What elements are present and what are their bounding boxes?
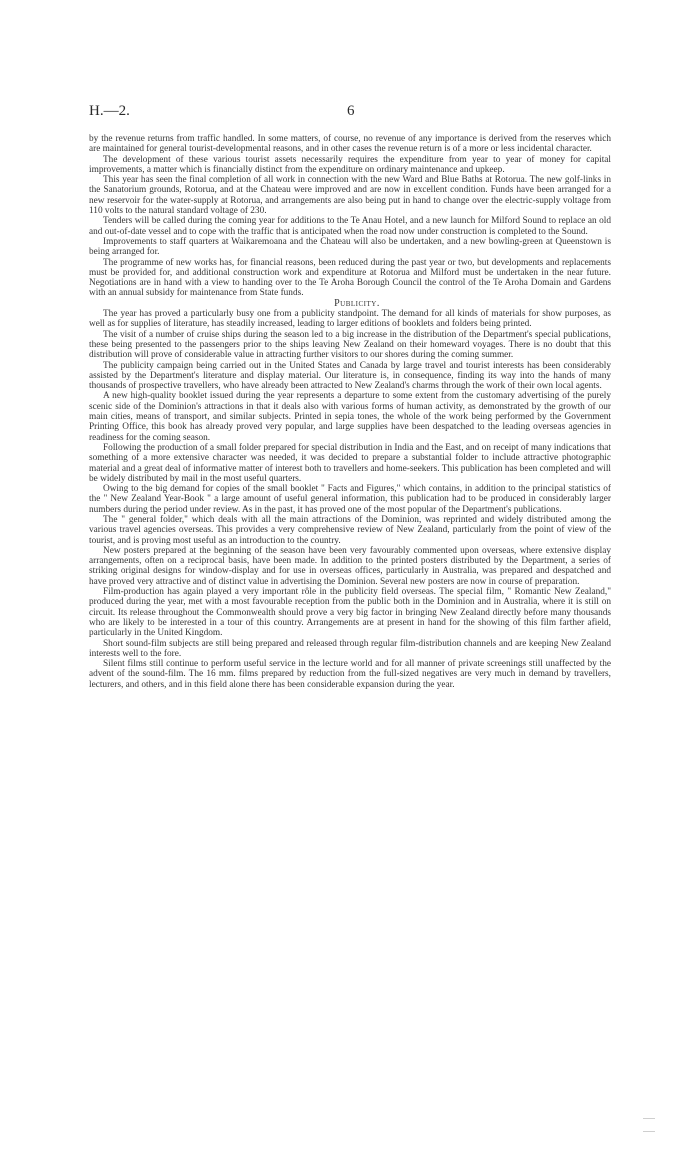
paragraph: Tenders will be called during the coming year for additions to the Te Anau Hotel, and a new launch for Milford Sound to replace an old and out-of-date vessel and to cope with the traffic that is anticipated when the road now under construction is completed to the Sound.: [89, 216, 611, 237]
paragraph: Owing to the big demand for copies of the small booklet " Facts and Figures," which contains, in addition to the principal statistics of the " New Zealand Year-Book " a large amount of useful general information, this publication had to be produced in considerably larger numbers during the period under review. As in the past, it has proved one of the most popular of the Department's publications.: [89, 484, 611, 515]
scan-edge-mark: [643, 1131, 655, 1132]
paragraph: by the revenue returns from traffic handled. In some matters, of course, no revenue of any importance is derived from the reserves which are maintained for general tourist-developmental reasons, and in other cases the revenue return is of a more or less incidental character.: [89, 134, 611, 155]
paragraph: This year has seen the final completion of all work in connection with the new Ward and Blue Baths at Rotorua. The new golf-links in the Sanatorium grounds, Rotorua, and at the Chateau were improved and are now in excellent condition. Funds have been arranged for a new reservoir for the water-supply at Rotorua, and arrangements are also being put in hand to change over the electric-supply voltage from 110 volts to the natural standard voltage of 230.: [89, 175, 611, 217]
paragraph: Following the production of a small folder prepared for special distribution in India and the East, and on receipt of many indications that something of a more extensive character was needed, it was decided to prepare a substantial folder to include attractive photographic material and a great deal of informative matter of interest both to travellers and home-seekers. This publication has been completed and will be widely distributed by mail in the most useful quarters.: [89, 442, 611, 484]
paragraph: The programme of new works has, for financial reasons, been reduced during the past year or two, but developments and replacements must be provided for, and additional construction work and expenditure at Rotorua and Milford must be undertaken in the near future. Negotiations are in hand with a view to handing over to the Te Aroha Borough Council the control of the Te Aroha Domain and Gardens with an annual subsidy for maintenance from State funds.: [89, 257, 611, 299]
paragraph: The " general folder," which deals with all the main attractions of the Dominion, was reprinted and widely distributed among the various travel agencies overseas. This provides a very comprehensive review of New Zealand, particularly from the point of view of the tourist, and is proving most useful as an introduction to the country.: [89, 514, 611, 546]
paragraph: Film-production has again played a very important rôle in the publicity field overseas. The special film, " Romantic New Zealand," produced during the year, met with a most favourable reception from the public both in the Dominion and in Australia, where it is still on circuit. Its release throughout the Commonwealth should prove a very big factor in bringing New Zealand directly before many thousands who are likely to be interested in a tour of this country. Arrangements are at present in hand for the showing of this film farther afield, particularly in the United Kingdom.: [89, 587, 611, 639]
paragraph: A new high-quality booklet issued during the year represents a departure to some extent from the customary advertising of the purely scenic side of the Dominion's attractions in that it deals also with various forms of human activity, as demonstrated by the growth of our main cities, means of transport, and similar subjects. Printed in sepia tones, the whole of the work being performed by the Government Printing Office, this book has already proved very popular, and large supplies have been despatched to the leading overseas agencies in readiness for the coming season.: [89, 391, 611, 443]
section-heading: Publicity.: [334, 297, 380, 309]
page-number: 6: [347, 103, 355, 119]
paragraph: The development of these various tourist assets necessarily requires the expenditure from year to year of money for capital improvements, a matter which is financially distinct from the expenditure on ordinary maintenance and upkeep.: [89, 154, 611, 175]
paragraph: Silent films still continue to perform useful service in the lecture world and for all manner of private screenings still unaffected by the advent of the sound-film. The 16 mm. films prepared by reduction from the full-sized negatives are very much in demand by travellers, lecturers, and others, and in this field alone there has been considerable expansion during the year.: [89, 659, 611, 690]
document-reference: H.—2.: [89, 103, 130, 119]
paragraph: Short sound-film subjects are still being prepared and released through regular film-distribution channels and are keeping New Zealand interests well to the fore.: [89, 638, 611, 659]
paragraph: The visit of a number of cruise ships during the season led to a big increase in the distribution of the Department's special publications, these being presented to the passengers prior to the ships leaving New Zealand on their homeward voyages. There is no doubt that this distribution will prove of considerable value in attracting further visitors to our shores during the coming summer.: [89, 329, 611, 361]
paragraph: The publicity campaign being carried out in the United States and Canada by large travel and tourist interests has been considerably assisted by the Department's literature and display material. Our literature is, in consequence, finding its way into the hands of many thousands of prospective travellers, who have already been attracted to New Zealand's charms through the work of their own local agents.: [89, 360, 611, 392]
paragraph: Improvements to staff quarters at Waikaremoana and the Chateau will also be undertaken, and a new bowling-green at Queenstown is being arranged for.: [89, 236, 611, 258]
paragraph: New posters prepared at the beginning of the season have been very favourably commented upon overseas, where extensive display arrangements, often on a reciprocal basis, have been made. In addition to the printed posters distributed by the Department, a series of striking original designs for window-display and for use in overseas offices, particularly in Australia, was prepared and despatched and have proved very attractive and of distinct value in advertising the Dominion. Several new posters are now in course of preparation.: [89, 545, 611, 587]
paragraph: The year has proved a particularly busy one from a publicity standpoint. The demand for all kinds of materials for show purposes, as well as for supplies of literature, has steadily increased, leading to larger editions of booklets and folders being printed.: [89, 309, 611, 330]
scan-edge-mark: [643, 1118, 655, 1119]
body-text: [89, 134, 611, 690]
